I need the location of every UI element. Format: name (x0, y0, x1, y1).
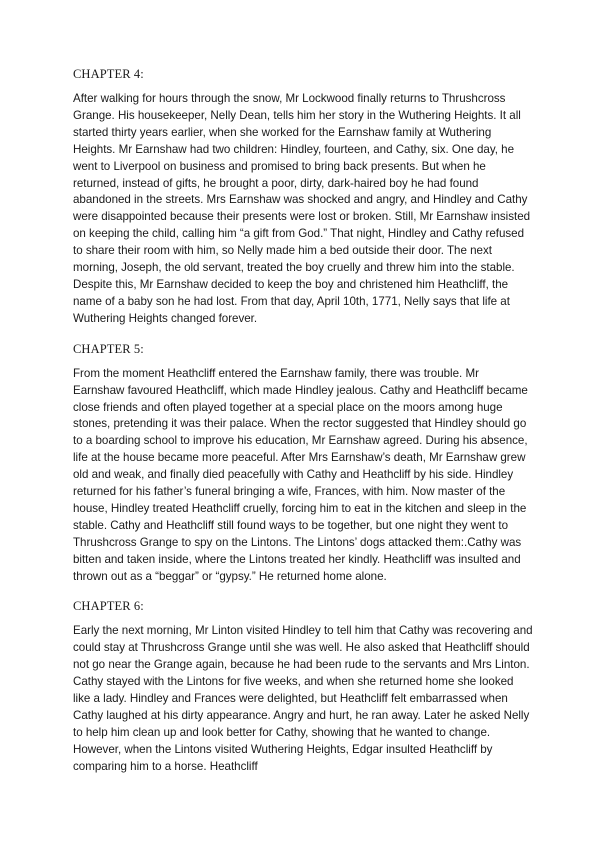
chapter-5-body: From the moment Heathcliff entered the Earnshaw family, there was trouble. Mr Earnshaw favoured Heathcliff, which made Hindley jealous. Cathy and Heathcliff became close friends and often played together at a special place on the moors among huge stones, pretending it was their palace. When the rector suggested that Hindley should go to a boarding school to improve his education, Mr Earnshaw agreed. During his absence, life at the house became more peaceful. After Mrs Earnshaw’s death, Mr Earnshaw grew old and weak, and finally died peacefully with Cathy and Heathcliff by his side. Hindley returned for his father’s funeral bringing a wife, Frances, with him. Now master of the house, Hindley treated Heathcliff cruelly, forcing him to eat in the kitchen and sleep in the stable. Cathy and Heathcliff still found ways to be together, but one night they went to Thrushcross Grange to spy on the Lintons. The Lintons’ dogs attacked them:.Cathy was bitten and taken inside, where the Lintons treated her kindly. Heathcliff was insulted and thrown out as a “beggar” or “gypsy.” He returned home alone. (73, 366, 528, 583)
chapter-6-body: Early the next morning, Mr Linton visited Hindley to tell him that Cathy was recovering and could stay at Thrushcross Grange until she was well. He also asked that Heathcliff should not go near the Grange again, because he had been rude to the servants and Mrs Linton. Cathy stayed with the Lintons for five weeks, and when she returned home she looked like a lady. Hindley and Frances were delighted, but Heathcliff felt embarrassed when Cathy laughed at his dirty appearance. Angry and hurt, he ran away. Later he asked Nelly to help him clean up and look better for Cathy, showing that he wanted to change. However, when the Lintons visited Wuthering Heights, Edgar insulted Heathcliff by comparing him to a horse. Heathcliff (73, 624, 533, 773)
chapter-5-heading: CHAPTER 5: (73, 341, 144, 356)
page-content (73, 66, 533, 789)
chapter-6-heading: CHAPTER 6: (73, 599, 144, 614)
chapter-4-heading: CHAPTER 4: (73, 67, 144, 81)
chapter-4-body: After walking for hours through the snow, Mr Lockwood finally returns to Thrushcross Grange. His housekeeper, Nelly Dean, tells him her story in the Wuthering Heights. It all started thirty years earlier, when she worked for the Earnshaw family at Wuthering Heights. Mr Earnshaw had two children: Hindley, fourteen, and Cathy, six. One day, he went to Liverpool on business and promised to bring back presents. But when he returned, instead of gifts, he brought a poor, dirty, dark-haired boy he had found abandoned in the streets. Mrs Earnshaw was shocked and angry, and Hindley and Cathy were disappointed because their presents were lost or broken. Still, Mr Earnshaw insisted on keeping the child, calling him “a gift from God.” That night, Hindley and Cathy refused to share their room with him, so Nelly made him a bed outside their door. The next morning, Joseph, the old servant, treated the boy cruelly and threw him into the stable. Despite this, Mr Earnshaw decided to keep the boy and christened him Heathcliff, the name of a baby son he had lost. From that day, April 10th, 1771, Nelly says that life at Wuthering Heights changed forever. (73, 92, 531, 325)
